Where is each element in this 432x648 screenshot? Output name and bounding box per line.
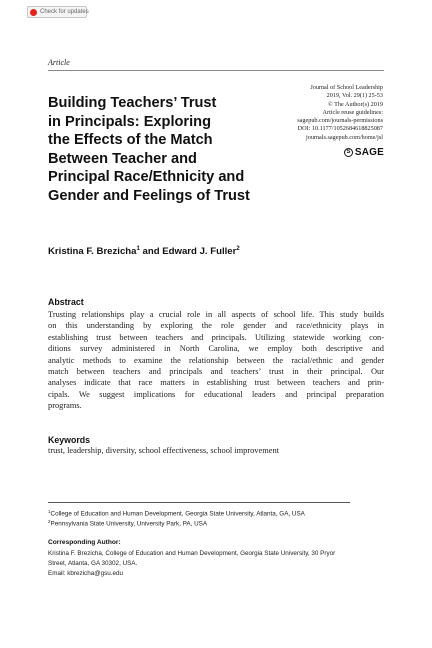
corresponding-line: Kristina F. Brezicha, College of Education and Human Development, Georgia State University, 30 Pryor <box>48 550 336 557</box>
author-affiliation-mark: 2 <box>236 246 240 252</box>
permissions-link[interactable]: sagepub.com/journals-permissions <box>297 117 383 125</box>
abstract-line: match between teachers and principals and teachers’ trust in their principal. Our <box>48 367 384 377</box>
update-icon <box>30 9 37 16</box>
abstract-line: Trusting relationships play a crucial role in all aspects of school life. This study builds <box>48 310 384 319</box>
journal-homepage-link[interactable]: journals.sagepub.com/home/jsl <box>306 133 383 141</box>
affiliation-text: College of Education and Human Development, Georgia State University, Atlanta, GA, USA <box>50 510 305 518</box>
journal-name: Journal of School Leadership <box>310 84 383 91</box>
title-line: in Principals: Exploring <box>48 113 211 130</box>
abstract-line: analytic methods to examine the relationship between the racial/ethnic and gender <box>48 355 384 365</box>
corresponding-author-heading: Corresponding Author: <box>48 539 121 546</box>
sage-logo-icon: S <box>344 148 353 157</box>
journal-volume: 2019, Vol. 29(1) 25-53 <box>326 92 383 100</box>
affiliation-mark: 2 <box>48 519 51 524</box>
affiliation <box>48 519 207 528</box>
title-line: Principal Race/Ethnicity and <box>48 169 245 185</box>
author-name: Edward J. Fuller <box>162 246 237 257</box>
title-line: Gender and Feelings of Trust <box>48 187 250 204</box>
abstract-line: cipals. We suggest implications for educational leaders and principal preparation <box>48 389 384 399</box>
author-name: Kristina F. Brezicha <box>48 246 137 257</box>
title-line: Building Teachers’ Trust <box>48 95 217 111</box>
header-rule <box>48 70 384 71</box>
title-line: Between Teacher and <box>48 150 197 167</box>
reuse-guidelines-label: Article reuse guidelines: <box>322 108 383 116</box>
journal-info <box>272 84 383 142</box>
abstract-heading: Abstract <box>48 297 84 307</box>
footnote-rule <box>48 502 350 503</box>
abstract-line: analyses indicate that race matters in establishing trust between teachers and prin- <box>48 378 384 388</box>
doi[interactable]: DOI: 10.1177/1052684618825087 <box>297 125 383 133</box>
article-title <box>48 94 288 205</box>
corresponding-email[interactable]: Email: kbrezicha@gsu.edu <box>48 570 123 578</box>
publisher-name: SAGE <box>354 147 384 158</box>
author-line <box>48 246 240 257</box>
author-affiliation-mark: 1 <box>136 246 140 252</box>
check-for-updates-badge[interactable] <box>27 6 87 18</box>
corresponding-line: Street, Atlanta, GA 30302, USA. <box>48 560 138 568</box>
title-line: the Effects of the Match <box>48 132 213 148</box>
abstract-line: ditions survey administered in North Carolina, we employ both descriptive and <box>48 344 384 354</box>
copyright: © The Author(s) 2019 <box>328 100 383 108</box>
affiliation-mark: 1 <box>48 509 51 514</box>
affiliation-text: Pennsylvania State University, University Park, PA, USA <box>50 520 208 528</box>
abstract-line: programs. <box>48 401 82 411</box>
abstract-text <box>48 309 384 412</box>
keywords-heading: Keywords <box>48 435 91 445</box>
publisher-logo <box>332 147 384 158</box>
abstract-line: on this understanding by exploring the role gender and race/ethnicity plays in <box>48 321 384 331</box>
corresponding-author-details <box>48 549 384 580</box>
badge-label: Check for updates <box>40 9 89 15</box>
affiliation <box>48 509 305 518</box>
article-type-label: Article <box>48 58 70 67</box>
authors-joiner: and <box>139 246 163 257</box>
abstract-line: establishing trust between teachers and principals. Utilizing statewide working con- <box>48 332 384 342</box>
keywords-text: trust, leadership, diversity, school effectiveness, school improvement <box>48 446 279 455</box>
